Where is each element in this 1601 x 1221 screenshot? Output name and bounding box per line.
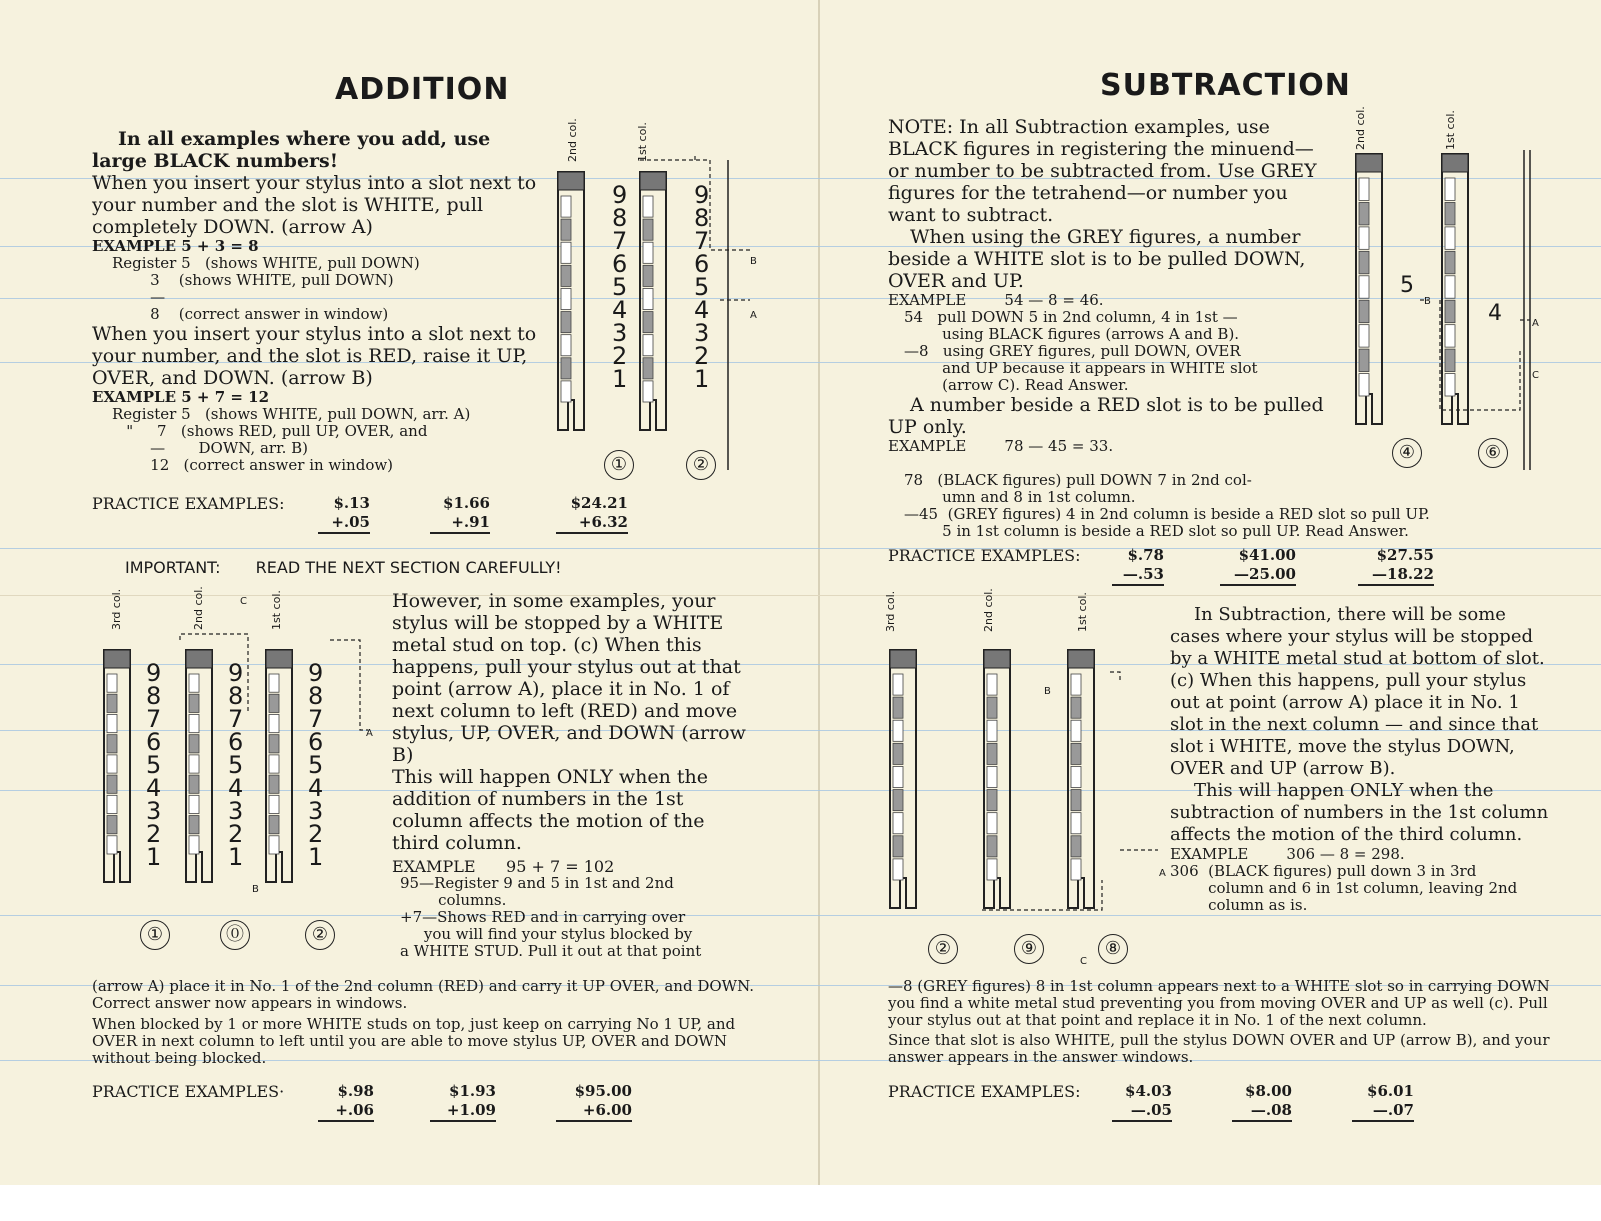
digit: 1 (146, 843, 162, 871)
practice-bottom: —.53 (1112, 565, 1164, 586)
slot-cell (1445, 325, 1455, 347)
example-line: 12 (correct answer in window) (112, 456, 394, 474)
example-line: umn and 8 in 1st column. (904, 488, 1136, 506)
slot-cell (269, 795, 279, 813)
slot-cell (1071, 766, 1081, 787)
slot-cell (1359, 276, 1369, 298)
arrow-label-a: A (1532, 318, 1539, 329)
slot-cell (893, 859, 903, 880)
digit: 2 (146, 820, 162, 848)
slot-cell (1445, 251, 1455, 273)
digit: 7 (146, 705, 162, 733)
example-line: columns. (400, 891, 507, 909)
slot-cell (1071, 836, 1081, 857)
example-line: column and 6 in 1st column, leaving 2nd (1170, 879, 1518, 897)
slot-cell (987, 813, 997, 834)
slot-cell (189, 694, 199, 712)
example-line: 95—Register 9 and 5 in 1st and 2nd (400, 874, 674, 892)
digit-column (694, 181, 710, 393)
slot-cell (1359, 202, 1369, 224)
slot-cell (987, 674, 997, 695)
slot-cell (561, 196, 571, 217)
column-number-circle: ② (686, 450, 716, 480)
practice-top: $.78 (1127, 546, 1164, 564)
slot-cell (987, 859, 997, 880)
slot-cell (893, 813, 903, 834)
digit: 4 (228, 774, 244, 802)
digit-column (146, 659, 162, 871)
slot-cell (107, 795, 117, 813)
col-label-2nd: 2nd col. (192, 586, 205, 630)
digit: 4 (694, 296, 710, 324)
slot-cell (643, 265, 653, 286)
slot-cell (107, 674, 117, 692)
digit: 6 (308, 728, 324, 756)
slot-cap (266, 650, 292, 668)
digit: 2 (612, 342, 628, 370)
digit: 4 (612, 296, 628, 324)
practice-top: $1.66 (443, 494, 490, 512)
slot-cap (984, 650, 1010, 668)
column-number-circle: ⑥ (1478, 438, 1508, 468)
slot-cell (189, 755, 199, 773)
practice-top: $.13 (333, 494, 370, 512)
slot-cap (1442, 154, 1468, 172)
practice-bottom: —.05 (1112, 1101, 1172, 1122)
example-line: and UP because it appears in WHITE slot (904, 359, 1258, 377)
digit: 3 (146, 797, 162, 825)
arrow-label-a: A (1159, 868, 1166, 879)
slot-cap (890, 650, 916, 668)
slot-cell (1359, 178, 1369, 200)
slot-cell (893, 790, 903, 811)
slot-cell (107, 714, 117, 732)
slot-cell (561, 265, 571, 286)
practice-bottom: —.08 (1232, 1101, 1292, 1122)
digit: 2 (308, 820, 324, 848)
digit: 1 (308, 843, 324, 871)
slot-cap (1068, 650, 1094, 668)
example-line: +7—Shows RED and in carrying over (400, 908, 686, 926)
slot-cell (561, 312, 571, 333)
continuation-paragraph: —8 (GREY figures) 8 in 1st column appears next to a WHITE slot so in carrying DOWN you find a white metal stud preventing you from moving OVER and UP as well (c). Pull your stylus out at that point and replace it in No. 1 of the next column. (888, 977, 1550, 1029)
digit: 5 (612, 273, 628, 301)
slot-cell (107, 816, 117, 834)
slot-cell (269, 714, 279, 732)
digit: 3 (694, 319, 710, 347)
practice-bottom: +.06 (318, 1101, 374, 1122)
grey-paragraph: When using the GREY figures, a number beside a WHITE slot is to be pulled DOWN, OVER and UP. (888, 226, 1306, 292)
slot-cell (269, 735, 279, 753)
slot-cell (1359, 349, 1369, 371)
practice-bottom: —25.00 (1220, 565, 1296, 586)
digit-column (308, 659, 324, 871)
arrow-label-c: C (1532, 370, 1539, 381)
example-line: a WHITE STUD. Pull it out at that point (400, 942, 702, 960)
slot-cap (1356, 154, 1382, 172)
arrow-label-a: A (366, 728, 373, 739)
important-label: IMPORTANT: (125, 558, 221, 577)
digit: 1 (612, 365, 628, 393)
slot-cell (269, 674, 279, 692)
example-line: (arrow C). Read Answer. (904, 376, 1129, 394)
red-paragraph: A number beside a RED slot is to be pulled UP only. (888, 394, 1324, 438)
slot-cell (1359, 300, 1369, 322)
practice-top: $95.00 (574, 1082, 632, 1100)
digit: 6 (146, 728, 162, 756)
slot-cell (1071, 720, 1081, 741)
practice-bottom: +6.32 (556, 513, 628, 534)
slot-cell (189, 816, 199, 834)
col-label-2nd: 2nd col. (982, 588, 995, 632)
slot-cell (269, 836, 279, 854)
column-number-circle: ⑨ (1014, 934, 1044, 964)
example-line: " 7 (shows RED, pull UP, OVER, and (112, 422, 428, 440)
slot-cell (643, 219, 653, 240)
example-line: Register 5 (shows WHITE, pull DOWN) (112, 254, 420, 272)
addition-practice-label: PRACTICE EXAMPLES: (92, 494, 285, 513)
slot-cell (893, 743, 903, 764)
slot-cell (189, 795, 199, 813)
practice-top: $.98 (337, 1082, 374, 1100)
digit: 9 (308, 659, 324, 687)
col-label-3rd: 3rd col. (884, 590, 897, 632)
col-label-1st: 1st col. (636, 122, 649, 162)
example-line: — (112, 288, 166, 306)
slot-cell (107, 694, 117, 712)
arrow-path (330, 640, 368, 730)
cases-paragraph: In Subtraction, there will be some cases where your stylus will be stopped by a WHITE metal stud at bottom of slot. (c) When this happens, pull your stylus out at point (arrow A) place it in No. 1 slot in the next column — and since that slot i WHITE, move the stylus DOWN, OVER and UP (arrow B). (1170, 604, 1545, 779)
slot-cell (1359, 251, 1369, 273)
slot-cell (1071, 790, 1081, 811)
subtraction-practice2-label: PRACTICE EXAMPLES: (888, 1082, 1081, 1101)
slot-cell (987, 697, 997, 718)
slot-cell (561, 381, 571, 402)
practice-bottom: —18.22 (1358, 565, 1434, 586)
slot-cell (643, 288, 653, 309)
example-line: — DOWN, arr. B) (112, 439, 309, 457)
practice-bottom: +6.00 (556, 1101, 632, 1122)
col-label-1st: 1st col. (270, 590, 283, 630)
slot-cell (1071, 743, 1081, 764)
figure-digit: 4 (1488, 301, 1502, 326)
arrow-label-c: C (240, 596, 247, 607)
digit: 9 (146, 659, 162, 687)
digit: 9 (694, 181, 710, 209)
digit: 2 (228, 820, 244, 848)
slot-cap (640, 172, 666, 190)
slot-cell (269, 755, 279, 773)
addition-red-paragraph: When you insert your stylus into a slot next to your number, and the slot is RED, raise it UP, OVER, and DOWN. (arrow B) (92, 323, 537, 389)
example-line: 3 (shows WHITE, pull DOWN) (112, 271, 394, 289)
digit: 9 (612, 181, 628, 209)
digit: 6 (612, 250, 628, 278)
slot-cell (643, 358, 653, 379)
digit: 5 (228, 751, 244, 779)
digit: 8 (228, 682, 244, 710)
example-line: 5 in 1st column is beside a RED slot so pull UP. Read Answer. (904, 522, 1409, 540)
practice-top: $24.21 (570, 494, 628, 512)
digit: 1 (694, 365, 710, 393)
column-number-circle: ② (928, 934, 958, 964)
slot-cell (561, 335, 571, 356)
arrow-label-b: B (1044, 686, 1051, 697)
subtraction-practice-label: PRACTICE EXAMPLES: (888, 546, 1081, 565)
digit: 6 (228, 728, 244, 756)
addition-example-3-head: EXAMPLE 95 + 7 = 102 (392, 857, 615, 876)
column-number-circle: ① (604, 450, 634, 480)
addition-intro-1: In all examples where you add, use large BLACK numbers! (92, 128, 491, 172)
slot-cell (1359, 374, 1369, 396)
practice-top: $4.03 (1125, 1082, 1172, 1100)
slot-cell (561, 242, 571, 263)
slot-cell (561, 358, 571, 379)
digit: 3 (228, 797, 244, 825)
slot-cell (561, 219, 571, 240)
arrow-label-c: C (1080, 956, 1087, 967)
slot-cell (1071, 697, 1081, 718)
example-line: using BLACK figures (arrows A and B). (904, 325, 1240, 343)
digit: 8 (308, 682, 324, 710)
slot-cell (643, 196, 653, 217)
subtraction-title: SUBTRACTION (1100, 68, 1351, 103)
slot-cell (643, 242, 653, 263)
slot-cell (643, 381, 653, 402)
arrow-label-a: A (750, 310, 757, 321)
digit: 2 (694, 342, 710, 370)
slot-cell (893, 766, 903, 787)
digit: 5 (694, 273, 710, 301)
digit: 4 (146, 774, 162, 802)
example-line: 54 pull DOWN 5 in 2nd column, 4 in 1st — (904, 308, 1238, 326)
however-paragraph: However, in some examples, your stylus will be stopped by a WHITE metal stud on top. (c) When this happens, pull your stylus out at that point (arrow A), place it in No. 1 of next column to left (RED) and move stylus, UP, OVER, and DOWN (arrow B) (392, 590, 746, 766)
practice-top: $6.01 (1367, 1082, 1414, 1100)
digit: 6 (694, 250, 710, 278)
practice-top: $8.00 (1245, 1082, 1292, 1100)
column-number-circle: ① (140, 920, 170, 950)
important-text: READ THE NEXT SECTION CAREFULLY! (255, 558, 562, 577)
slot-cell (107, 735, 117, 753)
example-line: —8 using GREY figures, pull DOWN, OVER (904, 342, 1241, 360)
digit: 3 (612, 319, 628, 347)
example-line: —45 (GREY figures) 4 in 2nd column is beside a RED slot so pull UP. (904, 505, 1430, 523)
slot-cell (893, 836, 903, 857)
digit-column (612, 181, 628, 393)
figure-digit: 5 (1400, 273, 1414, 298)
slot-cell (987, 720, 997, 741)
slot-cell (893, 674, 903, 695)
slot-cell (189, 714, 199, 732)
slot-cell (269, 816, 279, 834)
digit: 5 (308, 751, 324, 779)
slot-cell (1359, 227, 1369, 249)
addition-example-2-head: EXAMPLE 5 + 7 = 12 (92, 388, 270, 406)
practice-bottom: +.91 (430, 513, 490, 534)
slot-cell (893, 697, 903, 718)
digit: 8 (612, 204, 628, 232)
slot-cell (893, 720, 903, 741)
slot-cell (269, 775, 279, 793)
digit: 7 (694, 227, 710, 255)
slot-cell (1445, 300, 1455, 322)
digit: 9 (228, 659, 244, 687)
example-line: 78 (BLACK figures) pull DOWN 7 in 2nd col- (904, 471, 1252, 489)
example-line: 8 (correct answer in window) (112, 305, 389, 323)
arrow-label-b: B (252, 884, 259, 895)
slot-cell (1445, 178, 1455, 200)
slot-cell (1071, 813, 1081, 834)
slot-cell (107, 755, 117, 773)
digit: 7 (228, 705, 244, 733)
slot-cell (1445, 202, 1455, 224)
blocked-paragraph: When blocked by 1 or more WHITE studs on top, just keep on carrying No 1 UP, and OVER in next column to left until you are able to move stylus UP, OVER and DOWN without being blocked. (92, 1015, 736, 1067)
arrow-label-b: B (750, 256, 757, 267)
slot-cell (1359, 325, 1369, 347)
slot-cell (643, 335, 653, 356)
only-paragraph: This will happen ONLY when the subtraction of numbers in the 1st column affects the motion of the third column. (1170, 780, 1549, 845)
digit: 4 (308, 774, 324, 802)
slot-cell (107, 775, 117, 793)
subtraction-example-2-head: EXAMPLE 78 — 45 = 33. (888, 437, 1114, 455)
col-label-1st: 1st col. (1076, 592, 1089, 632)
slot-cell (1445, 374, 1455, 396)
slot-cell (987, 766, 997, 787)
digit: 5 (146, 751, 162, 779)
arrow-label-b: B (1424, 296, 1431, 307)
column-number-circle: ⑧ (1098, 934, 1128, 964)
digit: 1 (228, 843, 244, 871)
example-line: you will find your stylus blocked by (400, 925, 693, 943)
slot-cell (107, 836, 117, 854)
slot-cell (987, 836, 997, 857)
column-number-circle: ④ (1392, 438, 1422, 468)
slot-cell (269, 694, 279, 712)
addition-example-1-head: EXAMPLE 5 + 3 = 8 (92, 237, 259, 255)
practice-top: $1.93 (449, 1082, 496, 1100)
slot-cell (1071, 859, 1081, 880)
only-paragraph: This will happen ONLY when the addition of numbers in the 1st column affects the motion of the third column. (392, 766, 709, 854)
subtraction-example-3-head: EXAMPLE 306 — 8 = 298. (1170, 845, 1405, 863)
col-label-2nd: 2nd col. (1354, 106, 1367, 150)
digit: 7 (612, 227, 628, 255)
slot-cell (1445, 276, 1455, 298)
digit: 7 (308, 705, 324, 733)
practice-bottom: +1.09 (430, 1101, 496, 1122)
slot-cap (558, 172, 584, 190)
slot-cell (1445, 227, 1455, 249)
practice-top: $41.00 (1238, 546, 1296, 564)
note-paragraph: NOTE: In all Subtraction examples, use BLACK figures in registering the minuend— or number to be subtracted from. Use GREY figures for the tetrahend—or number you want to subtract. (888, 116, 1317, 226)
slot-cell (561, 288, 571, 309)
digit: 3 (308, 797, 324, 825)
slot-cell (987, 743, 997, 764)
practice-top: $27.55 (1376, 546, 1434, 564)
slot-cap (186, 650, 212, 668)
practice-bottom: —.07 (1352, 1101, 1414, 1122)
digit-column (228, 659, 244, 871)
arrow-path (1108, 672, 1120, 680)
digit: 8 (146, 682, 162, 710)
slot-cell (189, 735, 199, 753)
addition-intro-2: When you insert your stylus into a slot next to your number and the slot is WHITE, pull completely DOWN. (arrow A) (92, 172, 537, 238)
column-number-circle: ② (305, 920, 335, 950)
digit: 8 (694, 204, 710, 232)
since-paragraph: Since that slot is also WHITE, pull the stylus DOWN OVER and UP (arrow B), and your answer appears in the answer windows. (888, 1031, 1550, 1066)
slot-cell (643, 312, 653, 333)
col-label-1st: 1st col. (1444, 110, 1457, 150)
practice-bottom: +.05 (318, 513, 370, 534)
slot-cell (189, 836, 199, 854)
slot-cell (1071, 674, 1081, 695)
slot-cell (1445, 349, 1455, 371)
subtraction-example-1-head: EXAMPLE 54 — 8 = 46. (888, 291, 1104, 309)
slot-cell (189, 674, 199, 692)
slot-cell (987, 790, 997, 811)
col-label-2nd: 2nd col. (566, 118, 579, 162)
column-number-circle: ⓪ (220, 920, 250, 950)
col-label-3rd: 3rd col. (110, 588, 123, 630)
continuation-paragraph: (arrow A) place it in No. 1 of the 2nd column (RED) and carry it UP OVER, and DOWN. Correct answer now appears in windows. (92, 977, 755, 1012)
addition-practice2-label: PRACTICE EXAMPLES· (92, 1082, 285, 1101)
addition-title: ADDITION (335, 72, 510, 107)
slot-cap (104, 650, 130, 668)
example-line: column as is. (1170, 896, 1308, 914)
example-line: Register 5 (shows WHITE, pull DOWN, arr. A) (112, 405, 471, 423)
example-line: 306 (BLACK figures) pull down 3 in 3rd (1170, 862, 1477, 880)
slot-cell (189, 775, 199, 793)
